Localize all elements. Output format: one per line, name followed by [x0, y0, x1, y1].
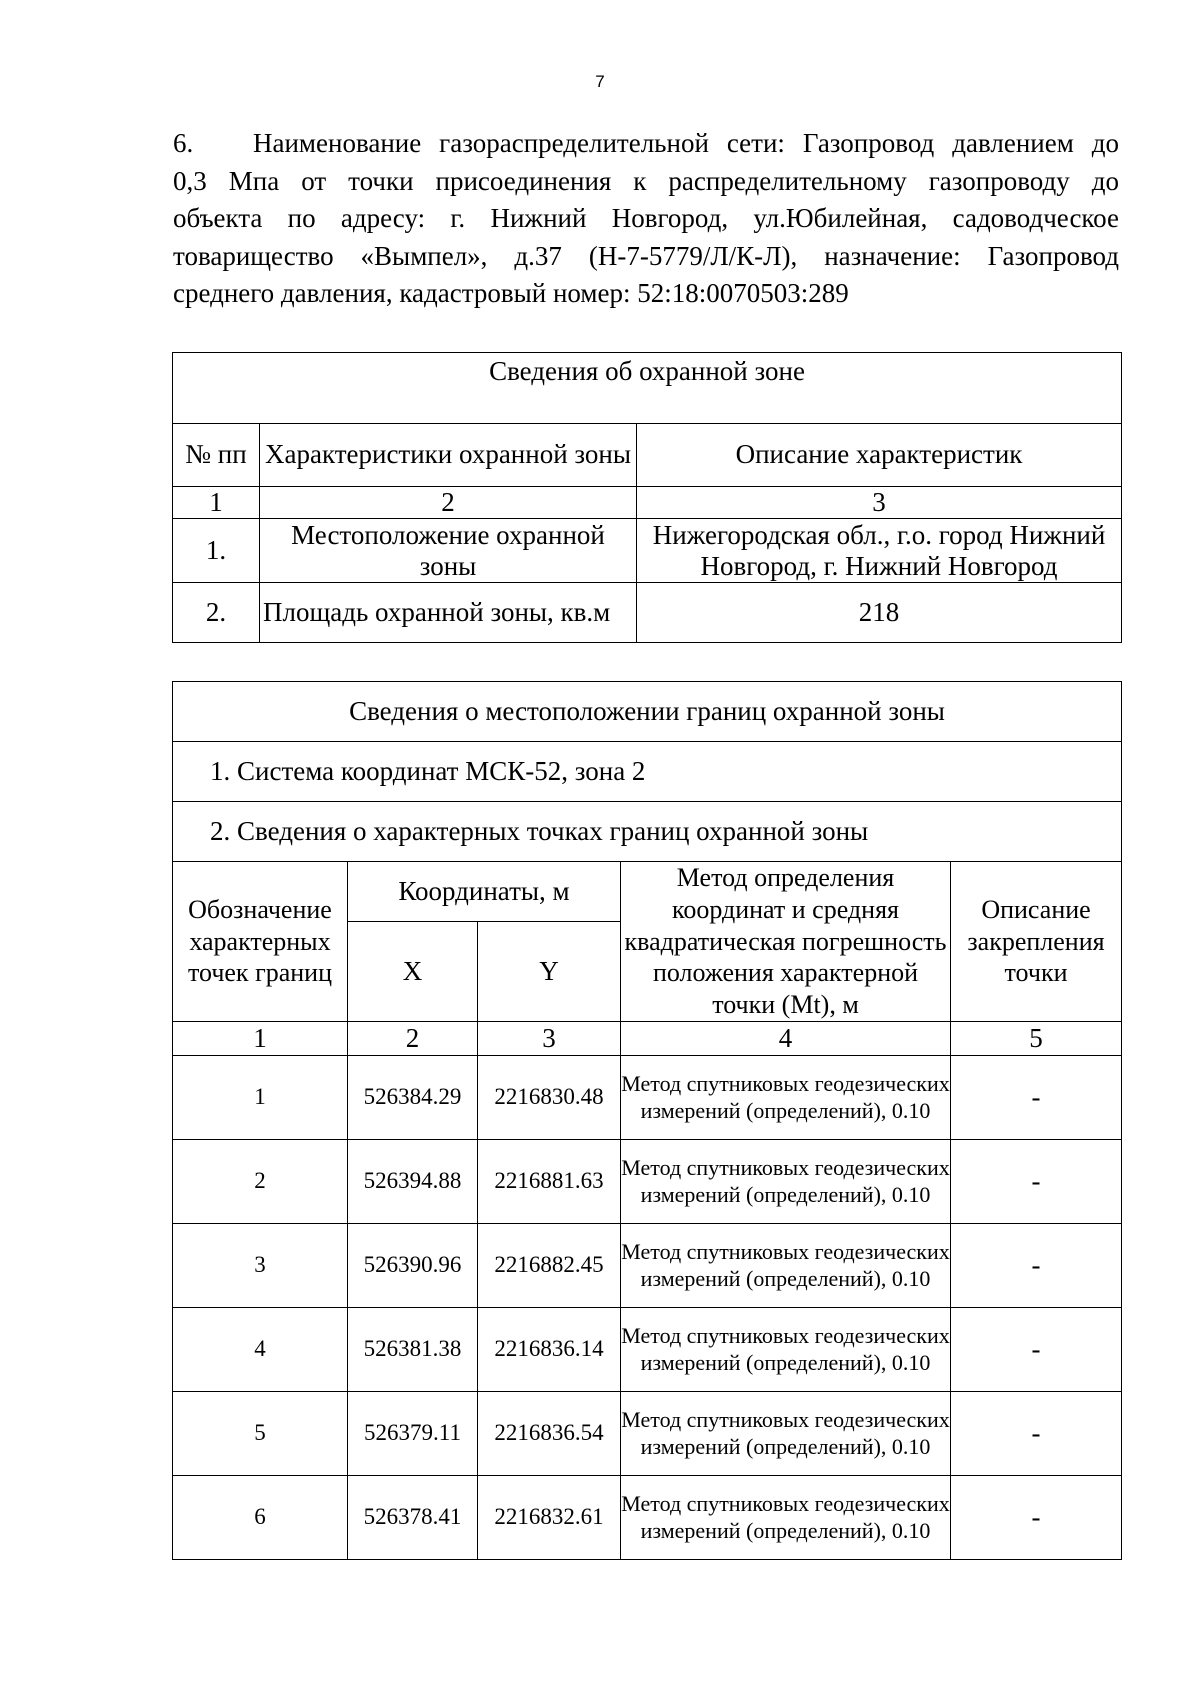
coord-x: 526394.88 — [348, 1140, 478, 1224]
row-number: 2. — [173, 583, 260, 643]
header-number: № пп — [173, 424, 260, 487]
paragraph-line-text: Наименование газораспределительной сети: Газопровод давлением до — [253, 128, 1119, 158]
point-id: 3 — [173, 1224, 348, 1308]
row-characteristic: Площадь охранной зоны, кв.м — [260, 583, 637, 643]
table-row — [173, 583, 1122, 643]
paragraph-line-4: товарищество «Вымпел», д.37 (Н-7-5779/Л/К-Л), назначение: Газопровод — [173, 240, 1119, 271]
header-x: X — [348, 922, 478, 1022]
zone-table-header-row — [173, 424, 1122, 487]
table-row — [173, 1308, 1122, 1392]
coord-y: 2216882.45 — [478, 1224, 621, 1308]
coord-x: 526384.29 — [348, 1056, 478, 1140]
paragraph-line-5: среднего давления, кадастровый номер: 52:18:0070503:289 — [173, 278, 849, 308]
points-title-label: 2. Сведения о характерных точках границ охранной зоны — [173, 802, 1122, 862]
fixing-description: - — [951, 1308, 1122, 1392]
index-cell: 5 — [951, 1022, 1122, 1056]
header-characteristics: Характеристики охранной зоны — [260, 424, 637, 487]
coord-y: 2216830.48 — [478, 1056, 621, 1140]
index-cell: 2 — [348, 1022, 478, 1056]
zone-table-title: Сведения об охранной зоне — [173, 353, 1122, 424]
index-cell: 1 — [173, 487, 260, 519]
row-value: Нижегородская обл., г.о. город Нижний Новгород, г. Нижний Новгород — [637, 519, 1122, 583]
row-number: 1. — [173, 519, 260, 583]
coord-x: 526378.41 — [348, 1476, 478, 1560]
coord-y: 2216881.63 — [478, 1140, 621, 1224]
page-number: 7 — [595, 72, 605, 91]
coord-y: 2216836.14 — [478, 1308, 621, 1392]
header-designation: Обозначение характерных точек границ — [173, 862, 348, 1022]
header-description: Описание характеристик — [637, 424, 1122, 487]
points-title-row — [173, 802, 1122, 862]
fixing-description: - — [951, 1224, 1122, 1308]
paragraph-number: 6. — [173, 128, 194, 158]
boundary-index-row — [173, 1022, 1122, 1056]
boundary-location-table — [172, 681, 1122, 1560]
index-cell: 3 — [478, 1022, 621, 1056]
boundary-table-title: Сведения о местоположении границ охранной зоны — [173, 682, 1122, 742]
table-row — [173, 1056, 1122, 1140]
coord-x: 526381.38 — [348, 1308, 478, 1392]
table-row — [173, 1476, 1122, 1560]
header-coordinates: Координаты, м — [348, 862, 621, 922]
index-cell: 3 — [637, 487, 1122, 519]
boundary-header-row — [173, 862, 1122, 922]
header-y: Y — [478, 922, 621, 1022]
header-fixing: Описание закрепления точки — [951, 862, 1122, 1022]
index-cell: 1 — [173, 1022, 348, 1056]
table-row — [173, 519, 1122, 583]
method-description: Метод спутниковых геодезических измерений (определений), 0.10 — [621, 1140, 951, 1224]
method-description: Метод спутниковых геодезических измерений (определений), 0.10 — [621, 1392, 951, 1476]
coord-system-row — [173, 742, 1122, 802]
table-row — [173, 1224, 1122, 1308]
coord-y: 2216832.61 — [478, 1476, 621, 1560]
coord-y: 2216836.54 — [478, 1392, 621, 1476]
method-description: Метод спутниковых геодезических измерений (определений), 0.10 — [621, 1056, 951, 1140]
table-row — [173, 1140, 1122, 1224]
point-id: 4 — [173, 1308, 348, 1392]
fixing-description: - — [951, 1476, 1122, 1560]
boundary-table-title-row — [173, 682, 1122, 742]
index-cell: 4 — [621, 1022, 951, 1056]
paragraph-line-1 — [173, 125, 1119, 163]
coord-x: 526390.96 — [348, 1224, 478, 1308]
row-characteristic: Местоположение охранной зоны — [260, 519, 637, 583]
point-id: 6 — [173, 1476, 348, 1560]
method-description: Метод спутниковых геодезических измерений (определений), 0.10 — [621, 1476, 951, 1560]
table-row — [173, 1392, 1122, 1476]
zone-table-title-row — [173, 353, 1122, 424]
fixing-description: - — [951, 1392, 1122, 1476]
index-cell: 2 — [260, 487, 637, 519]
row-value: 218 — [637, 583, 1122, 643]
paragraph-line-3: объекта по адресу: г. Нижний Новгород, ул.Юбилейная, садоводческое — [173, 203, 1119, 233]
point-id: 1 — [173, 1056, 348, 1140]
zone-table-index-row — [173, 487, 1122, 519]
header-method: Метод определения координат и средняя квадратическая погрешность положения характерной точки (Mt), м — [621, 862, 951, 1022]
coord-system-label: 1. Система координат МСК-52, зона 2 — [173, 742, 1122, 802]
fixing-description: - — [951, 1056, 1122, 1140]
coord-x: 526379.11 — [348, 1392, 478, 1476]
network-description-paragraph — [173, 125, 1119, 313]
method-description: Метод спутниковых геодезических измерений (определений), 0.10 — [621, 1308, 951, 1392]
point-id: 2 — [173, 1140, 348, 1224]
paragraph-line-2: 0,3 Мпа от точки присоединения к распределительному газопроводу до — [173, 165, 1119, 196]
protection-zone-table — [172, 352, 1122, 643]
method-description: Метод спутниковых геодезических измерений (определений), 0.10 — [621, 1224, 951, 1308]
fixing-description: - — [951, 1140, 1122, 1224]
point-id: 5 — [173, 1392, 348, 1476]
